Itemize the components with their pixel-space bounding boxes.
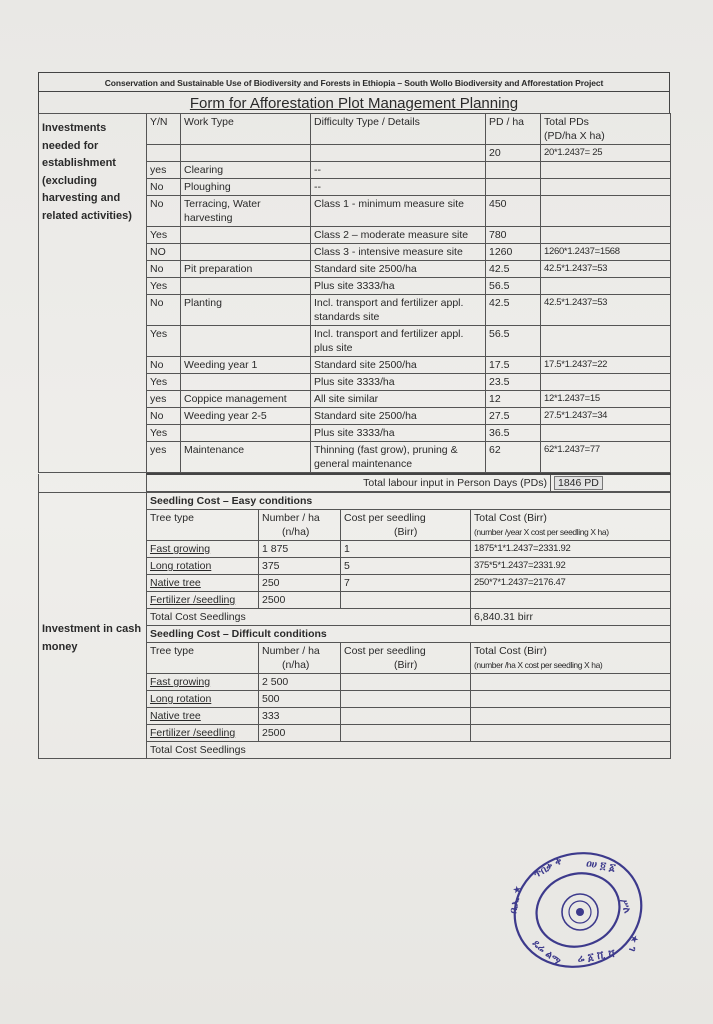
- total-cost-cell: [471, 708, 671, 725]
- labour-cell-total: [541, 425, 671, 442]
- easy-title: Seedling Cost – Easy conditions: [147, 493, 671, 510]
- labour-cell-detail: Incl. transport and fertilizer appl. standards site: [311, 295, 486, 326]
- labour-cell-total: [541, 278, 671, 295]
- labour-cell-pd: 42.5: [486, 261, 541, 278]
- total-cost-cell: [471, 674, 671, 691]
- cost-cell: [341, 691, 471, 708]
- labour-cell-total: 20*1.2437= 25: [541, 145, 671, 162]
- col-work-type: Work Type: [181, 114, 311, 145]
- labour-cell-detail: Standard site 2500/ha: [311, 357, 486, 374]
- labour-cell-pd: 450: [486, 196, 541, 227]
- number-cell: 1 875: [259, 541, 341, 558]
- labour-cell-detail: Incl. transport and fertilizer appl. plus site: [311, 326, 486, 357]
- cost-cell: [341, 725, 471, 742]
- labour-cell-yn: [147, 145, 181, 162]
- number-cell: 2500: [259, 725, 341, 742]
- labour-cell-detail: Standard site 2500/ha: [311, 408, 486, 425]
- col-number: Number / ha (n/ha): [259, 643, 341, 674]
- total-cost-cell: 250*7*1.2437=2176.47: [471, 575, 671, 592]
- labour-cell-yn: Yes: [147, 374, 181, 391]
- seedling-table: [38, 492, 671, 759]
- labour-cell-total: [541, 162, 671, 179]
- labour-cell-detail: Plus site 3333/ha: [311, 425, 486, 442]
- form-title: Form for Afforestation Plot Management Planning: [38, 92, 670, 113]
- labour-cell-pd: 20: [486, 145, 541, 162]
- labour-cell-total: 27.5*1.2437=34: [541, 408, 671, 425]
- labour-cell-work: [181, 278, 311, 295]
- col-cost: Cost per seedling (Birr): [341, 510, 471, 541]
- easy-total-label: Total Cost Seedlings: [147, 609, 471, 626]
- labour-cell-pd: 17.5: [486, 357, 541, 374]
- labour-cell-yn: yes: [147, 162, 181, 179]
- labour-cell-work: Planting: [181, 295, 311, 326]
- col-total-cost: Total Cost (Birr) (number /ha X cost per seedling X ha): [471, 643, 671, 674]
- number-cell: 2500: [259, 592, 341, 609]
- difficult-title: Seedling Cost – Difficult conditions: [147, 626, 671, 643]
- project-header: Conservation and Sustainable Use of Biodiversity and Forests in Ethiopia – South Wollo Biodiversity and Afforestation Project: [38, 72, 670, 92]
- labour-cell-yn: No: [147, 295, 181, 326]
- labour-cell-pd: 56.5: [486, 326, 541, 357]
- easy-title-row: [39, 493, 671, 510]
- labour-cell-detail: Plus site 3333/ha: [311, 374, 486, 391]
- total-cost-cell: [471, 725, 671, 742]
- labour-cell-pd: 36.5: [486, 425, 541, 442]
- tree-type-cell: Fast growing: [147, 674, 259, 691]
- labour-cell-yn: yes: [147, 391, 181, 408]
- labour-table: [38, 113, 671, 473]
- labour-cell-work: Pit preparation: [181, 261, 311, 278]
- number-cell: 2 500: [259, 674, 341, 691]
- total-cost-cell: 1875*1*1.2437=2331.92: [471, 541, 671, 558]
- labour-cell-yn: No: [147, 179, 181, 196]
- col-number: Number / ha (n/ha): [259, 510, 341, 541]
- labour-cell-detail: Thinning (fast grow), pruning & general maintenance: [311, 442, 486, 473]
- labour-cell-detail: Class 2 – moderate measure site: [311, 227, 486, 244]
- total-cost-cell: [471, 691, 671, 708]
- labour-cell-work: Coppice management: [181, 391, 311, 408]
- labour-cell-total: 42.5*1.2437=53: [541, 261, 671, 278]
- section-label-investments: Investments needed for establishment (excluding harvesting and related activities): [39, 114, 147, 473]
- labour-cell-total: [541, 227, 671, 244]
- cost-cell: 1: [341, 541, 471, 558]
- number-cell: 375: [259, 558, 341, 575]
- tree-type-cell: Fertilizer /seedling: [147, 725, 259, 742]
- svg-text:ሥለ: ሥለ: [617, 897, 633, 915]
- number-cell: 500: [259, 691, 341, 708]
- difficult-total-label: Total Cost Seedlings: [147, 742, 671, 759]
- easy-total-value: 6,840.31 birr: [471, 609, 671, 626]
- labour-cell-pd: 42.5: [486, 295, 541, 326]
- col-tree-type: Tree type: [147, 643, 259, 674]
- labour-total-label: Total labour input in Person Days (PDs): [147, 474, 551, 492]
- labour-cell-work: Weeding year 2-5: [181, 408, 311, 425]
- labour-cell-total: [541, 196, 671, 227]
- labour-cell-yn: No: [147, 357, 181, 374]
- col-total-cost: Total Cost (Birr) (number /year X cost per seedling X ha): [471, 510, 671, 541]
- labour-cell-work: [181, 425, 311, 442]
- tree-type-cell: Long rotation: [147, 691, 259, 708]
- labour-cell-work: Clearing: [181, 162, 311, 179]
- cost-cell: 7: [341, 575, 471, 592]
- number-cell: 333: [259, 708, 341, 725]
- tree-type-cell: Fertilizer /seedling: [147, 592, 259, 609]
- labour-cell-total: 12*1.2437=15: [541, 391, 671, 408]
- labour-cell-pd: 27.5: [486, 408, 541, 425]
- labour-total-table: [38, 473, 671, 492]
- labour-cell-pd: [486, 162, 541, 179]
- tree-type-cell: Native tree: [147, 708, 259, 725]
- labour-cell-yn: yes: [147, 442, 181, 473]
- svg-text:ዐሀ ፬ ፩: ዐሀ ፬ ፩: [585, 858, 617, 875]
- labour-cell-work: [181, 244, 311, 261]
- labour-cell-total: [541, 179, 671, 196]
- total-cost-cell: 375*5*1.2437=2331.92: [471, 558, 671, 575]
- labour-cell-pd: [486, 179, 541, 196]
- labour-cell-yn: No: [147, 408, 181, 425]
- labour-cell-work: Weeding year 1: [181, 357, 311, 374]
- labour-cell-work: Maintenance: [181, 442, 311, 473]
- labour-cell-detail: --: [311, 162, 486, 179]
- total-cost-cell: [471, 592, 671, 609]
- col-tree-type: Tree type: [147, 510, 259, 541]
- col-cost: Cost per seedling (Birr): [341, 643, 471, 674]
- labour-cell-detail: Class 1 - minimum measure site: [311, 196, 486, 227]
- cost-cell: [341, 708, 471, 725]
- col-yn: Y/N: [147, 114, 181, 145]
- labour-cell-work: [181, 374, 311, 391]
- tree-type-cell: Fast growing: [147, 541, 259, 558]
- labour-cell-pd: 12: [486, 391, 541, 408]
- labour-cell-detail: --: [311, 179, 486, 196]
- labour-cell-detail: Plus site 3333/ha: [311, 278, 486, 295]
- labour-cell-total: 42.5*1.2437=53: [541, 295, 671, 326]
- cost-cell: [341, 592, 471, 609]
- labour-cell-yn: Yes: [147, 227, 181, 244]
- col-total-pds: Total PDs (PD/ha X ha): [541, 114, 671, 145]
- labour-cell-total: [541, 374, 671, 391]
- labour-cell-yn: Yes: [147, 425, 181, 442]
- labour-cell-pd: 23.5: [486, 374, 541, 391]
- labour-cell-total: [541, 326, 671, 357]
- cost-cell: 5: [341, 558, 471, 575]
- labour-cell-yn: No: [147, 196, 181, 227]
- labour-cell-total: 62*1.2437=77: [541, 442, 671, 473]
- labour-cell-pd: 780: [486, 227, 541, 244]
- form-document: [38, 72, 670, 759]
- labour-cell-detail: [311, 145, 486, 162]
- cost-cell: [341, 674, 471, 691]
- labour-cell-pd: 1260: [486, 244, 541, 261]
- labour-cell-detail: All site similar: [311, 391, 486, 408]
- labour-cell-work: Ploughing: [181, 179, 311, 196]
- svg-text:ቢኢ ★: ቢኢ ★: [508, 884, 524, 915]
- labour-total-row: [39, 474, 671, 492]
- svg-text:★ ገ: ★ ገ: [626, 933, 640, 953]
- labour-cell-pd: 62: [486, 442, 541, 473]
- labour-cell-yn: No: [147, 261, 181, 278]
- tree-type-cell: Long rotation: [147, 558, 259, 575]
- svg-text:ጥበቃ ቀ: ጥበቃ ቀ: [532, 855, 565, 881]
- svg-text:ሬ ፩ ቪ ቫ: ሬ ፩ ቪ ቫ: [576, 948, 616, 965]
- labour-cell-total: 17.5*1.2437=22: [541, 357, 671, 374]
- section-label-cash: Investment in cash money: [39, 493, 147, 759]
- labour-cell-detail: Standard site 2500/ha: [311, 261, 486, 278]
- col-difficulty: Difficulty Type / Details: [311, 114, 486, 145]
- labour-cell-yn: NO: [147, 244, 181, 261]
- labour-cell-pd: 56.5: [486, 278, 541, 295]
- labour-cell-yn: Yes: [147, 278, 181, 295]
- official-stamp-seal: [508, 848, 648, 972]
- labour-cell-work: Terracing, Water harvesting: [181, 196, 311, 227]
- labour-cell-total: 1260*1.2437=1568: [541, 244, 671, 261]
- labour-cell-work: [181, 145, 311, 162]
- number-cell: 250: [259, 575, 341, 592]
- col-pd-ha: PD / ha: [486, 114, 541, 145]
- labour-cell-detail: Class 3 - intensive measure site: [311, 244, 486, 261]
- svg-text:ዴሬ ልማ: ዴሬ ልማ: [530, 937, 563, 968]
- labour-header-row: [39, 114, 671, 145]
- tree-type-cell: Native tree: [147, 575, 259, 592]
- labour-cell-work: [181, 326, 311, 357]
- labour-cell-yn: Yes: [147, 326, 181, 357]
- labour-total-value: 1846 PD: [554, 476, 603, 490]
- labour-cell-work: [181, 227, 311, 244]
